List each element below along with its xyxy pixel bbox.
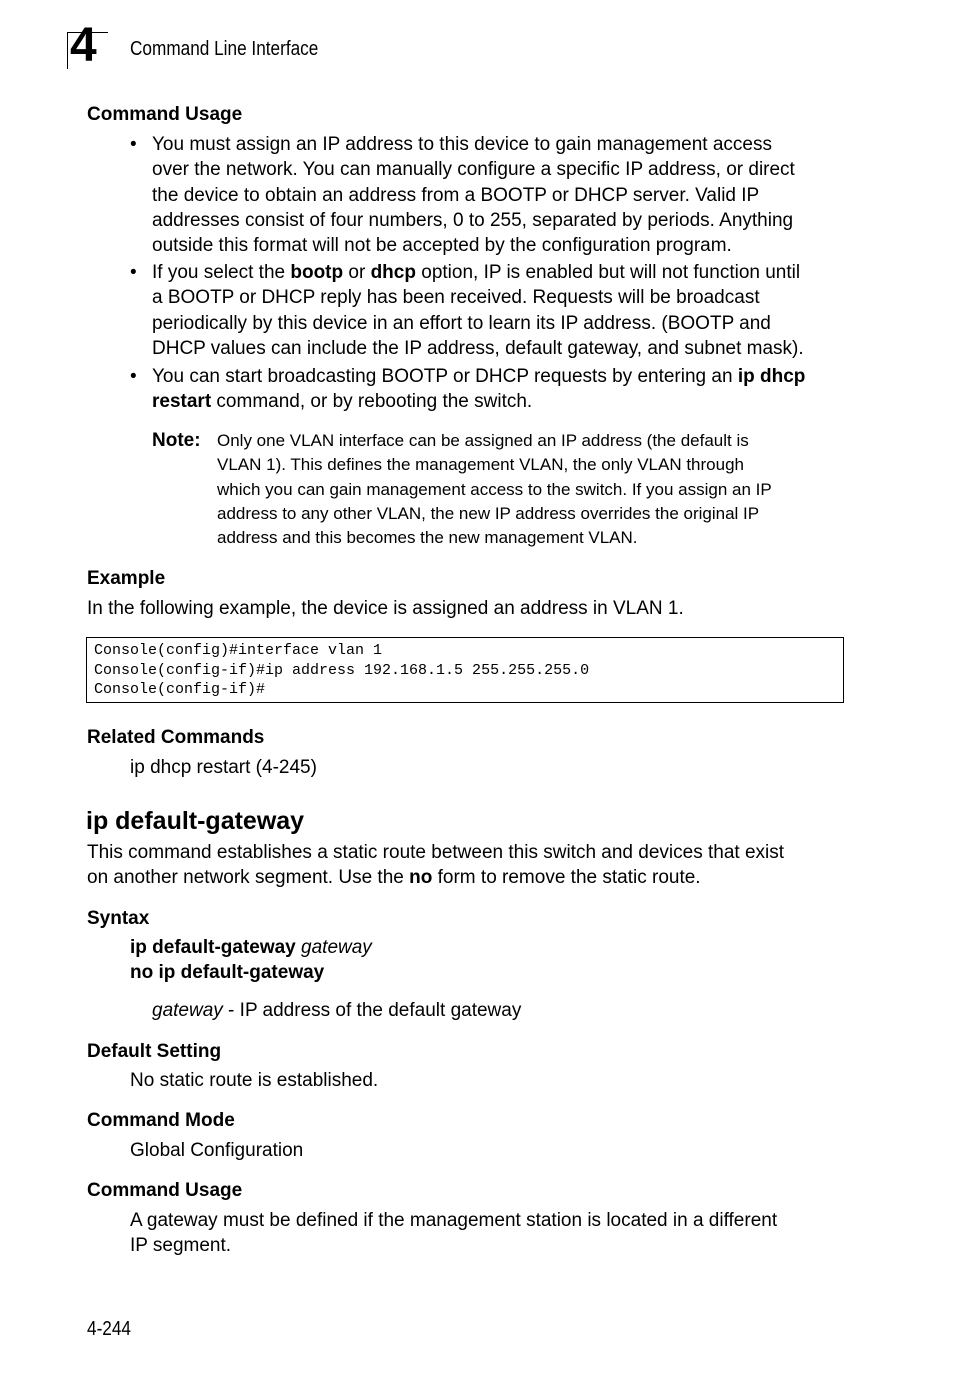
syntax-heading: Syntax <box>87 908 150 929</box>
bullet-2-text: If you select the bootp or dhcp option, IP is enabled but will not function until a BOOTP or DHCP reply has been received. Requests will be broadcast periodically by this device in an effort to learn its IP address. (BOOTP and DHCP values can include the IP address, default gateway, and subnet mask). <box>152 262 804 359</box>
command-mode-heading: Command Mode <box>87 1110 235 1131</box>
section-title: ip default-gateway <box>86 807 305 835</box>
note-label: Note: <box>152 430 201 451</box>
code-example-box <box>86 637 844 703</box>
related-command-link: ip dhcp restart (4-245) <box>130 757 317 778</box>
command-usage-heading: Command Usage <box>87 104 243 125</box>
code-line: Console(config-if)#ip address 192.168.1.5 255.255.255.0 <box>94 661 590 679</box>
related-commands-heading: Related Commands <box>87 727 265 748</box>
chapter-number: 4 <box>70 19 97 72</box>
command-usage-text-2: A gateway must be defined if the management station is located in a different IP segment. <box>130 1210 778 1257</box>
section-intro: This command establishes a static route between this switch and devices that exist on another network segment. Use the no form to remove the static route. <box>87 842 785 889</box>
example-heading: Example <box>87 568 166 589</box>
syntax-lines: ip default-gateway gateway no ip default-gateway <box>130 937 372 984</box>
example-text: In the following example, the device is assigned an address in VLAN 1. <box>87 598 684 619</box>
note-text: Only one VLAN interface can be assigned an IP address (the default is VLAN 1). This defines the management VLAN, the only VLAN through which you can gain management access to the switch. If you assign an IP address to any other VLAN, the new IP address overrides the original IP address and this becomes the new management VLAN. <box>217 431 772 548</box>
bullet-marker: • <box>130 262 137 283</box>
running-header-title: Command Line Interface <box>130 38 319 60</box>
bullet-marker: • <box>130 366 137 387</box>
page-number: 4-244 <box>87 1318 131 1340</box>
code-line: Console(config-if)# <box>94 681 266 698</box>
default-setting-heading: Default Setting <box>87 1041 222 1062</box>
command-mode-text: Global Configuration <box>130 1140 304 1161</box>
default-setting-text: No static route is established. <box>130 1070 379 1091</box>
bullet-1-text: You must assign an IP address to this device to gain management access over the network. You can manually configure a specific IP address, or direct the device to obtain an address from a BOOTP or DHCP server. Valid IP addresses consist of four numbers, 0 to 255, separated by periods. Anything outside this format will not be accepted by the configuration program. <box>152 134 795 257</box>
bullet-marker: • <box>130 134 137 155</box>
bullet-3-text: You can start broadcasting BOOTP or DHCP requests by entering an ip dhcp restart command, or by rebooting the switch. <box>152 366 806 413</box>
code-line: Console(config)#interface vlan 1 <box>94 642 383 659</box>
parameter-description: gateway - IP address of the default gateway <box>152 1000 522 1021</box>
command-usage-heading-2: Command Usage <box>87 1180 243 1201</box>
